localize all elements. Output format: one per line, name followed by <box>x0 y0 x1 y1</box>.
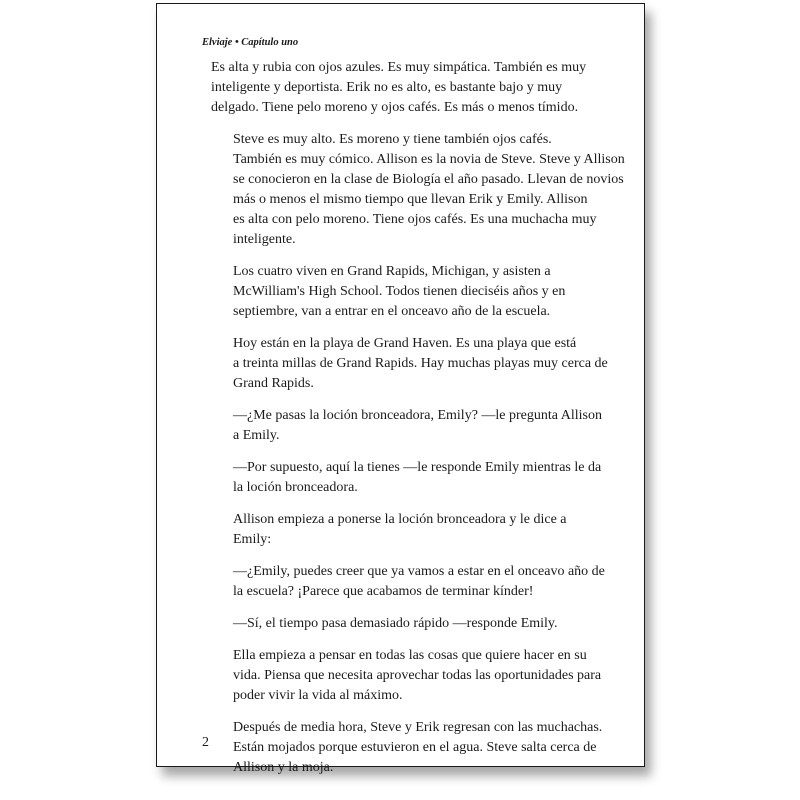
text-line: poder vivir la vida al máximo. <box>233 688 403 703</box>
text-line: Los cuatro viven en Grand Rapids, Michigan, y asisten a <box>233 264 551 279</box>
text-line: Steve es muy alto. Es moreno y tiene también ojos cafés. <box>233 132 552 147</box>
text-line: a Emily. <box>233 428 280 443</box>
text-line: Ella empieza a pensar en todas las cosas que quiere hacer en su <box>233 648 587 663</box>
paragraph <box>211 614 607 634</box>
paragraph <box>211 646 607 706</box>
paragraph <box>211 334 607 394</box>
text-line: —Por supuesto, aquí la tienes —le responde Emily mientras le da <box>233 460 602 475</box>
text-line: Después de media hora, Steve y Erik regresan con las muchachas. <box>233 720 603 735</box>
running-head: Elviaje • Capítulo uno <box>202 37 299 48</box>
text-line: —Sí, el tiempo pasa demasiado rápido —responde Emily. <box>233 616 558 631</box>
paragraph <box>211 130 625 250</box>
page-number: 2 <box>202 735 209 750</box>
text-line: También es muy cómico. Allison es la novia de Steve. Steve y Allison <box>233 152 625 167</box>
text-line: —¿Emily, puedes creer que ya vamos a estar en el onceavo año de <box>233 564 605 579</box>
text-line: Hoy están en la playa de Grand Haven. Es una playa que está <box>233 336 577 351</box>
paragraph <box>211 718 607 778</box>
text-line: más o menos el mismo tiempo que llevan Erik y Emily. Allison <box>233 192 588 207</box>
text-line: es alta con pelo moreno. Tiene ojos cafés. Es una muchacha muy <box>233 212 597 227</box>
paragraph <box>211 262 607 322</box>
text-line: delgado. Tiene pelo moreno y ojos cafés. Es más o menos tímido. <box>211 100 579 115</box>
paragraph <box>211 510 607 550</box>
text-line: septiembre, van a entrar en el onceavo año de la escuela. <box>233 304 551 319</box>
text-line: Están mojados porque estuvieron en el agua. Steve salta cerca de <box>233 740 597 755</box>
text-line: la loción bronceadora. <box>233 480 358 495</box>
page-body <box>211 58 625 790</box>
text-line: —¿Me pasas la loción bronceadora, Emily? —le pregunta Allison <box>233 408 602 423</box>
text-line: Grand Rapids. <box>233 376 314 391</box>
text-line: a treinta millas de Grand Rapids. Hay muchas playas muy cerca de <box>233 356 608 371</box>
book-page <box>156 3 645 775</box>
text-line: Allison y la moja. <box>233 760 334 775</box>
paragraph <box>211 562 607 602</box>
paragraph <box>211 458 607 498</box>
paragraph <box>211 406 607 446</box>
text-line: inteligente. <box>233 232 296 247</box>
text-line: Emily: <box>233 532 272 547</box>
text-line: se conocieron en la clase de Biología el año pasado. Llevan de novios <box>233 172 624 187</box>
text-line: Es alta y rubia con ojos azules. Es muy simpática. También es muy <box>211 60 587 75</box>
text-line: McWilliam's High School. Todos tienen dieciséis años y en <box>233 284 566 299</box>
paragraph <box>211 58 607 118</box>
text-line: vida. Piensa que necesita aprovechar todas las oportunidades para <box>233 668 602 683</box>
text-line: la escuela? ¡Parece que acabamos de terminar kínder! <box>233 584 534 599</box>
text-line: inteligente y deportista. Erik no es alto, es bastante bajo y muy <box>211 80 563 95</box>
text-line: Allison empieza a ponerse la loción bronceadora y le dice a <box>233 512 567 527</box>
